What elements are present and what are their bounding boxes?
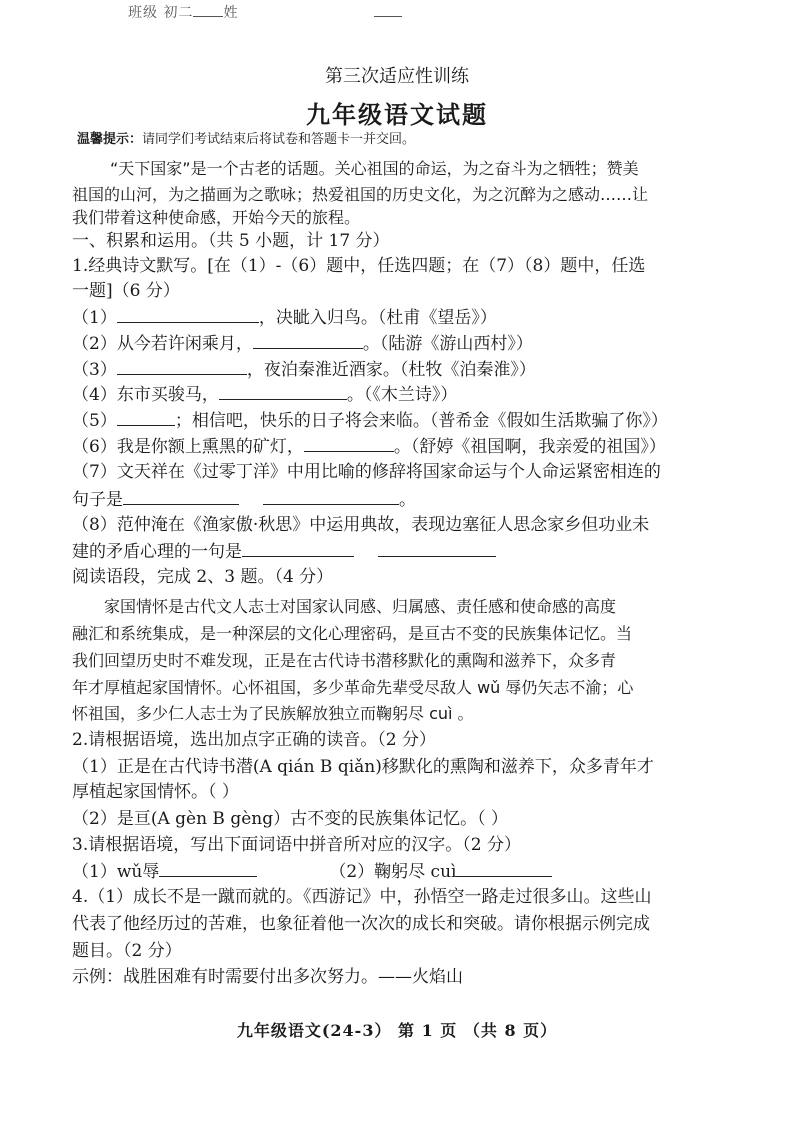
answer-blank[interactable] bbox=[117, 306, 259, 323]
q1-item-8-line-2: 建的矛盾心理的一句是 bbox=[72, 540, 496, 563]
section-1-heading: 一、积累和运用。（共 5 小题，计 17 分） bbox=[72, 231, 390, 251]
q1-stem-line-1: 1.经典诗文默写。[在（1）-（6）题中，任选四题；在（7）（8）题中，任选 bbox=[72, 256, 646, 276]
answer-blank[interactable] bbox=[253, 332, 363, 349]
q4-line-2: 代表了他经历过的苦难，也象征着他一次次的成长和突破。请你根据示例完成 bbox=[72, 914, 650, 934]
q3-subs: （1）wǔ辱 （2）鞠躬尽 cuì bbox=[72, 860, 552, 883]
q1-item-5: （5） ；相信吧，快乐的日子将会来临。（普希金《假如生活欺骗了你》） bbox=[72, 411, 668, 431]
answer-blank[interactable] bbox=[219, 383, 347, 400]
exam-title: 九年级语文试题 bbox=[306, 100, 488, 129]
passage-line-3: 我们回望历史时不难发现，正是在古代诗书潜移默化的熏陶和滋养下，众多青 bbox=[72, 651, 617, 670]
class-name-header bbox=[128, 2, 402, 22]
passage-line-1: 家国情怀是古代文人志士对国家认同感、归属感、责任感和使命感的高度 bbox=[104, 597, 617, 616]
q2-sub2: （2）是亘(A gèn B gèng）古不变的民族集体记忆。（ ） bbox=[72, 809, 509, 829]
answer-blank[interactable] bbox=[304, 435, 394, 452]
grade-blank bbox=[193, 16, 223, 17]
name-suffix: 姓 bbox=[223, 5, 239, 21]
grade-value: 初二 bbox=[163, 5, 194, 21]
intro-line-1: “天下国家”是一个古老的话题。关心祖国的命运，为之奋斗为之牺牲；赞美 bbox=[110, 159, 639, 178]
q1-item-8-line-1: （8）范仲淹在《渔家傲·秋思》中运用典故，表现边塞征人思念家乡但功业未 bbox=[72, 515, 650, 535]
name-blank bbox=[374, 16, 402, 17]
passage-line-2: 融汇和系统集成，是一种深层的文化心理密码，是亘古不变的民族集体记忆。当 bbox=[72, 624, 633, 643]
answer-blank[interactable] bbox=[456, 860, 552, 877]
answer-blank[interactable] bbox=[159, 860, 257, 877]
q1-item-1: （1） ，决眦入归鸟。（杜甫《望岳》） bbox=[72, 308, 497, 328]
answer-blank[interactable] bbox=[117, 409, 175, 426]
passage-line-4: 年才厚植起家国情怀。心怀祖国，多少革命先辈受尽敌人 wǔ 辱仍矢志不渝；心 bbox=[72, 678, 634, 697]
q1-item-7-line-1: （7）文天祥在《过零丁洋》中用比喻的修辞将国家命运与个人命运紧密相连的 bbox=[72, 462, 661, 482]
intro-line-3: 我们带着这种使命感，开始今天的旅程。 bbox=[72, 208, 361, 227]
tip-label: 温馨提示： bbox=[77, 132, 143, 147]
q1-item-4: （4）东市买骏马， 。（《木兰诗》） bbox=[72, 385, 458, 405]
class-label: 班级 bbox=[128, 5, 158, 21]
answer-blank[interactable] bbox=[123, 488, 239, 505]
q1-item-6: （6）我是你额上熏黑的矿灯， 。（舒婷《祖国啊，我亲爱的祖国》） bbox=[72, 437, 666, 457]
reading-intro: 阅读语段，完成 2、3 题。（4 分） bbox=[72, 567, 334, 587]
q2-sub1-line-2: 厚植起家国情怀。（ ） bbox=[72, 782, 239, 802]
page-footer: 九年级语文(24-3） 第 1 页 （共 8 页） bbox=[236, 1021, 558, 1040]
passage-line-5: 怀祖国，多少仁人志士为了民族解放独立而鞠躬尽 cuì 。 bbox=[72, 704, 474, 723]
answer-blank[interactable] bbox=[263, 488, 399, 505]
q4-line-1: 4.（1）成长不是一蹴而就的。《西游记》中，孙悟空一路走过很多山。这些山 bbox=[72, 887, 652, 907]
tip-text: 请同学们考试结束后将试卷和答题卡一并交回。 bbox=[142, 132, 416, 147]
answer-paren[interactable]: （ ） bbox=[477, 809, 509, 829]
q2-sub1-line-1: （1）正是在古代诗书潜(A qián B qiǎn)移默化的熏陶和滋养下，众多青年才 bbox=[72, 757, 654, 777]
answer-paren[interactable]: （ ） bbox=[208, 782, 239, 802]
q4-line-3: 题目。（2 分） bbox=[72, 941, 182, 961]
q3-stem: 3.请根据语境，写出下面词语中拼音所对应的汉字。（2 分） bbox=[72, 835, 521, 855]
q1-stem-line-2: 一题]（6 分） bbox=[72, 281, 180, 301]
answer-blank[interactable] bbox=[378, 540, 496, 557]
answer-blank[interactable] bbox=[117, 358, 247, 375]
warm-tip bbox=[77, 132, 415, 148]
exam-subtitle: 第三次适应性训练 bbox=[325, 66, 469, 87]
q1-item-7-line-2: 句子是 。 bbox=[72, 490, 416, 510]
intro-line-2: 祖国的山河，为之描画为之歌咏；热爱祖国的历史文化，为之沉醉为之感动……让 bbox=[72, 185, 649, 204]
q4-example: 示例：战胜困难有时需要付出多次努力。——火焰山 bbox=[72, 967, 463, 987]
q1-item-3: （3） ，夜泊秦淮近酒家。（杜牧《泊秦淮》） bbox=[72, 360, 536, 380]
answer-blank[interactable] bbox=[242, 540, 354, 557]
q2-stem: 2.请根据语境，选出加点字正确的读音。（2 分） bbox=[72, 730, 436, 750]
q1-item-2: （2）从今若许闲乘月， 。（陆游《游山西村》） bbox=[72, 334, 533, 354]
